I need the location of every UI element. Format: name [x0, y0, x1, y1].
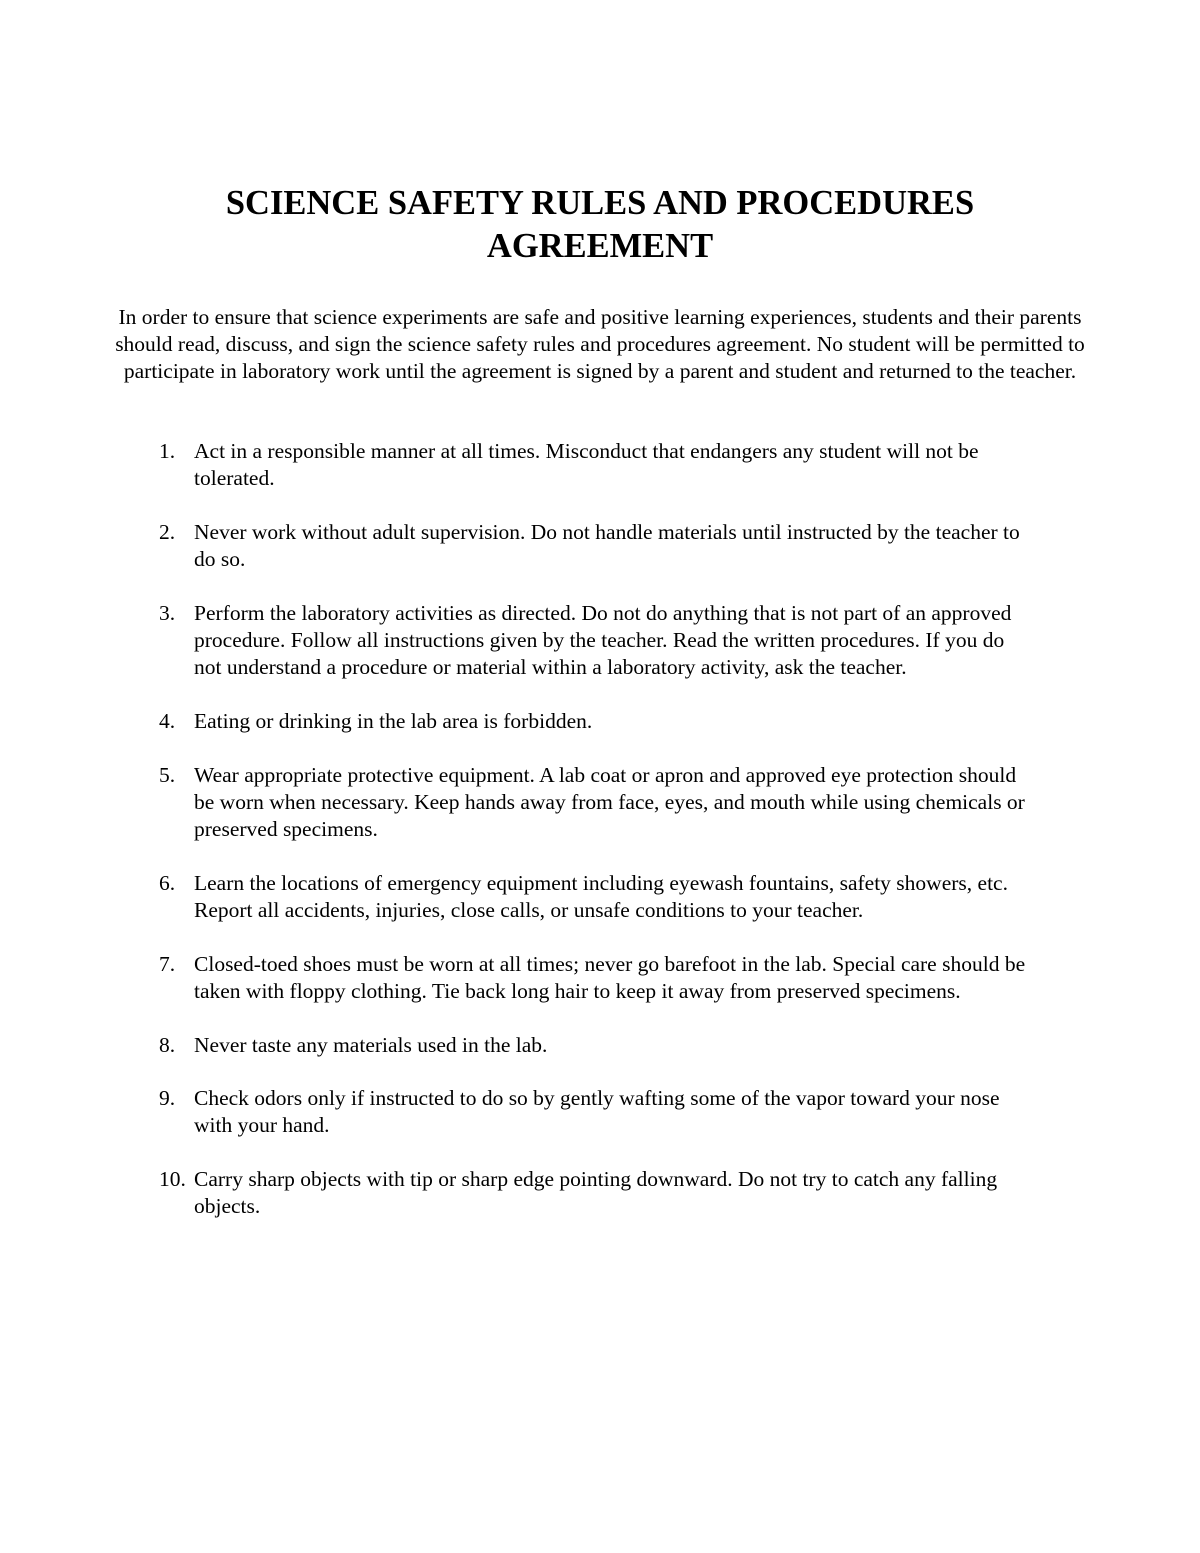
rule-text: Act in a responsible manner at all times. Misconduct that endangers any student will not be tolerated. — [194, 439, 979, 491]
rule-item — [0, 1085, 1200, 1139]
rule-text: Never taste any materials used in the lab. — [194, 1032, 548, 1057]
title-line-2: AGREEMENT — [486, 227, 714, 265]
rule-text: Perform the laboratory activities as directed. Do not do anything that is not part of an approved procedure. Follow all instructions given by the teacher. Read the written procedures. If you do not understand a procedure or material within a laboratory activity, ask the teacher. — [194, 600, 1012, 680]
rule-number: 10. — [159, 1167, 186, 1192]
rule-item — [0, 708, 1200, 735]
rule-item — [0, 600, 1200, 682]
rule-number: 7. — [159, 951, 176, 976]
rule-number: 4. — [159, 708, 176, 733]
rule-item — [0, 951, 1200, 1005]
rule-item — [0, 438, 1200, 492]
rule-number: 8. — [159, 1032, 176, 1057]
rule-text: Carry sharp objects with tip or sharp edge pointing downward. Do not try to catch any falling objects. — [194, 1167, 998, 1219]
rule-text: Eating or drinking in the lab area is forbidden. — [194, 708, 593, 733]
intro-paragraph: In order to ensure that science experiments are safe and positive learning experiences, students and their parents should read, discuss, and sign the science safety rules and procedures agreement. No student will be permitted to participate in laboratory work until the agreement is signed by a parent and student and returned to the teacher. — [115, 305, 1085, 383]
rule-text: Never work without adult supervision. Do not handle materials until instructed by the teacher to do so. — [194, 519, 1020, 572]
rule-text: Closed-toed shoes must be worn at all times; never go barefoot in the lab. Special care should be taken with floppy clothing. Tie back long hair to keep it away from preserved specimens. — [194, 951, 1026, 1003]
rule-text: Wear appropriate protective equipment. A lab coat or apron and approved eye protection should be worn when necessary. Keep hands away from face, eyes, and mouth while using chemicals or preserved specimens. — [194, 762, 1025, 842]
rule-number: 2. — [159, 519, 176, 544]
rule-number: 1. — [159, 439, 176, 463]
title-line-1: SCIENCE SAFETY RULES AND PROCEDURES — [225, 184, 975, 222]
rule-number: 5. — [159, 762, 176, 787]
rule-number: 6. — [159, 870, 176, 895]
rule-number: 9. — [159, 1086, 176, 1111]
rule-text: Learn the locations of emergency equipment including eyewash fountains, safety showers, etc. Report all accidents, injuries, close calls, or unsafe conditions to your teacher. — [194, 870, 1008, 922]
rule-number: 3. — [159, 600, 176, 625]
rule-item — [0, 762, 1200, 844]
rules-list — [0, 438, 1200, 1247]
rule-item — [0, 870, 1200, 924]
rule-item — [0, 1032, 1200, 1059]
page-title — [100, 182, 1100, 268]
rule-text: Check odors only if instructed to do so by gently wafting some of the vapor toward your nose with your hand. — [194, 1086, 1000, 1138]
rule-item — [0, 519, 1200, 573]
rule-item — [0, 1166, 1200, 1220]
